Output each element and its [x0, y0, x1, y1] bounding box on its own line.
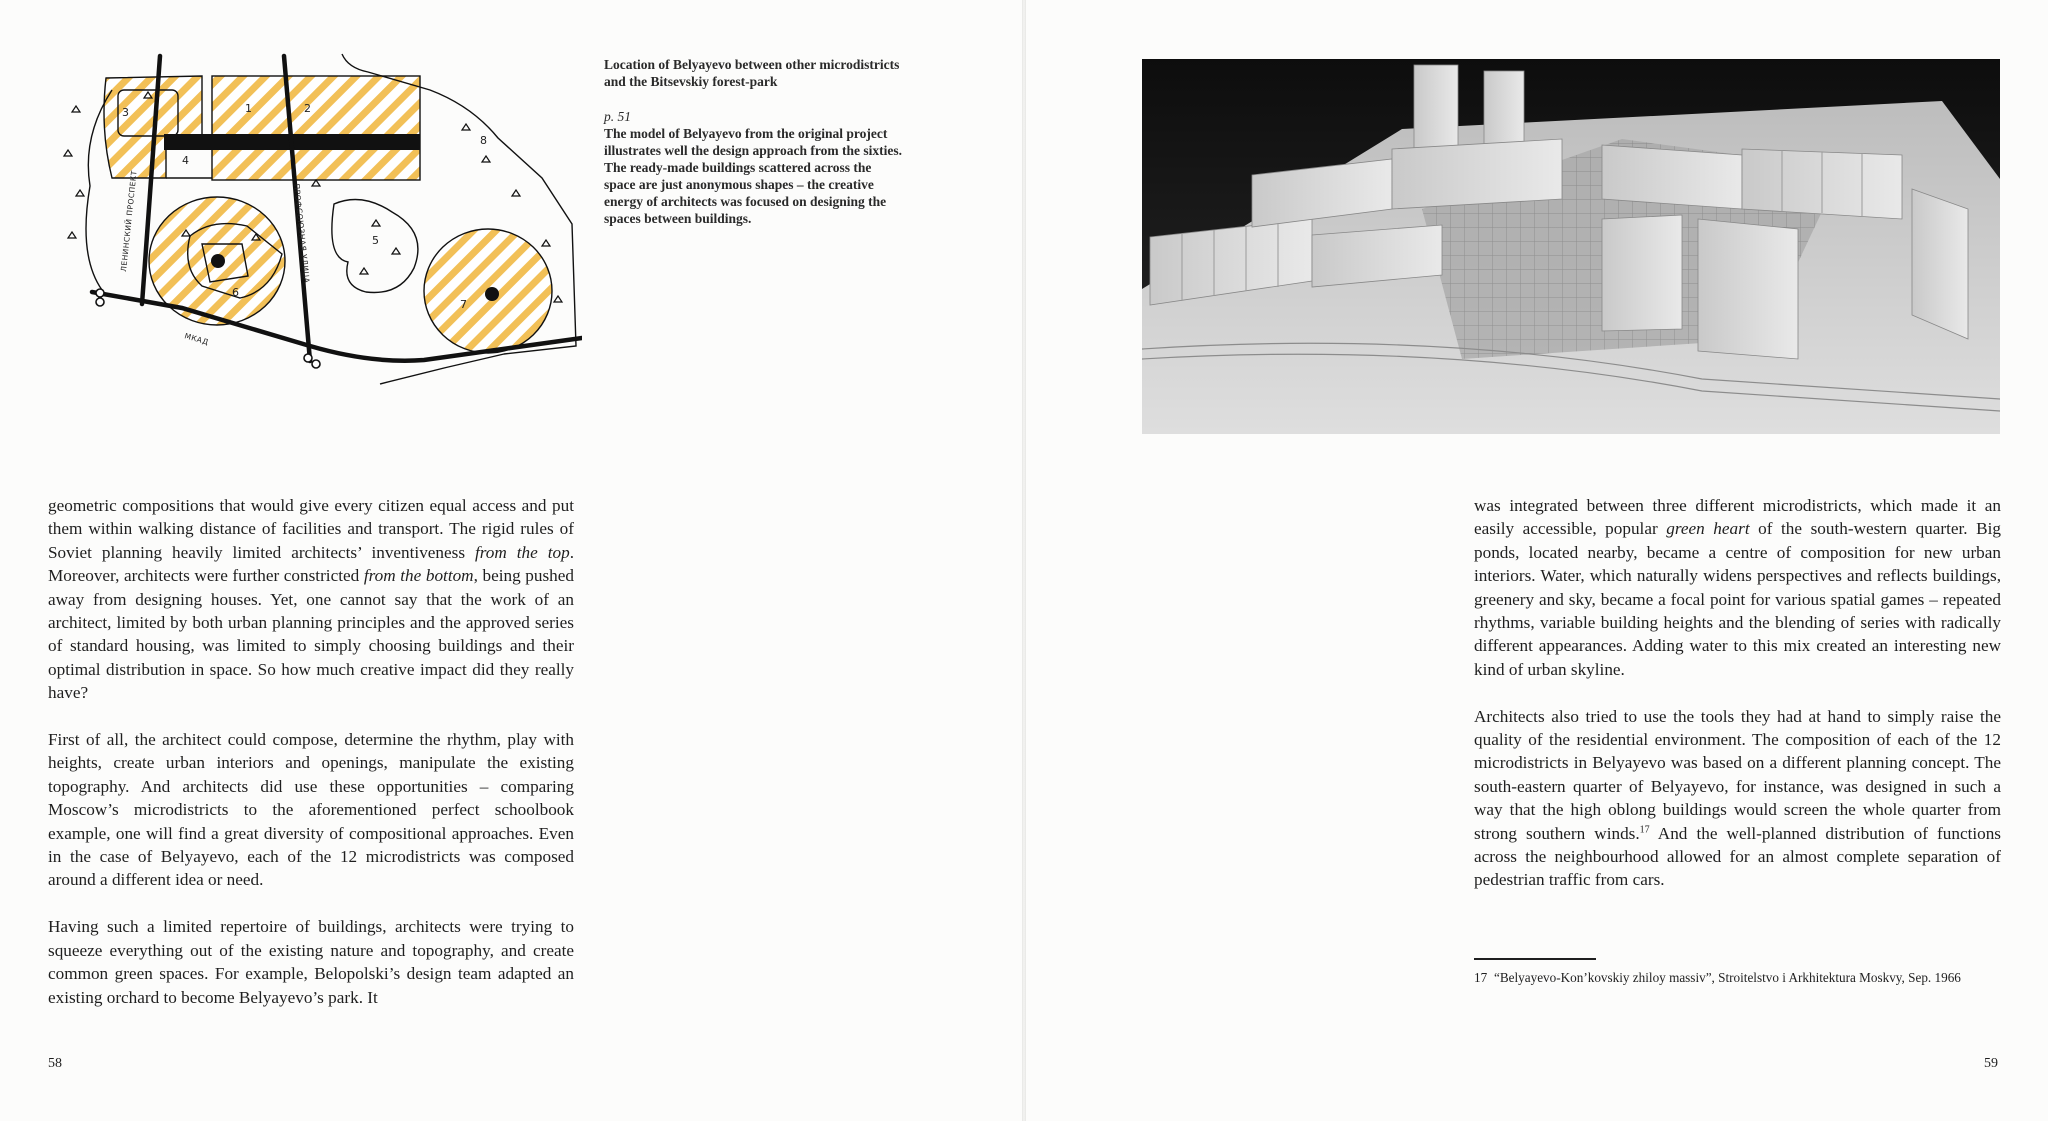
street-label-mkad: МКАД [183, 331, 210, 347]
street-label-leninsky: ЛЕНИНСКИЙ ПРОСПЕКТ [119, 169, 139, 273]
tree-mark [72, 106, 80, 112]
map-caption-text: Location of Belyayevo between other microdistricts and the Bitsevskiy forest-park [604, 57, 900, 89]
photo-caption-text: The model of Belyayevo from the original project illustrates well the design approach from the sixties. The ready-made buildings scattered across the space are just anonymous shapes – the creative energy of architects was focused on designing the spaces between buildings. [604, 126, 902, 226]
tree-mark [542, 240, 550, 246]
metro-dot [485, 287, 499, 301]
junction-marker [312, 360, 320, 368]
zone-1-2-hatch [212, 76, 420, 180]
paragraph [1474, 705, 2001, 892]
model-slab [1602, 215, 1682, 331]
tree-mark [372, 220, 380, 226]
text-run: First of all, the architect could compose, determine the rhythm, play with heights, create urban interiors and openings, manipulate the existing topography. And architects did use these opportunities – comparing Moscow’s microdistricts to the aforementioned perfect schoolbook example, one will find a great diversity of compositional approaches. Even in the case of Belyayevo, each of the 12 microdistricts was composed around a different idea or need. [48, 730, 574, 890]
text-run: Architects also tried to use the tools they had at hand to simply raise the quality of the residential environment. The composition of each of the 12 microdistricts in Belyayevo was based on a different planning concept. The south-eastern quarter of Belyayevo, for instance, was designed in such a way that the high oblong buildings would screen the whole quarter from strong southern winds. [1474, 706, 2001, 843]
right-body-text [1474, 494, 2001, 892]
paragraph [48, 728, 574, 892]
model-slab [1698, 219, 1798, 359]
junction-marker [96, 298, 104, 306]
tree-mark [312, 180, 320, 186]
district-number-5: 5 [372, 234, 379, 247]
model-slab [1602, 145, 1742, 209]
footnote-text: “Belyayevo-Kon’kovskiy zhiloy massiv”, Stroitelstvo i Arkhitektura Moskvy, Sep. 1966 [1494, 970, 1961, 985]
emphasis: from the top [474, 542, 570, 562]
tree-mark [512, 190, 520, 196]
footnote-ref[interactable]: 17 [1639, 823, 1650, 835]
street-label-profsoyuznaya: ПРОФСОЮЗНАЯ УЛИЦА [292, 183, 312, 284]
text-run: . Moreover, architects were further constricted [48, 542, 574, 586]
tree-mark [392, 248, 400, 254]
emphasis: green heart [1666, 519, 1750, 539]
tree-mark [482, 156, 490, 162]
junction-marker [96, 289, 104, 297]
tree-mark [554, 296, 562, 302]
junction-marker [304, 354, 312, 362]
text-run: of the south-western quarter. Big ponds, located nearby, became a centre of composition for new urban interiors. Water, which naturally widens perspectives and reflects buildings, greenery and sky, became a focal point for various spatial games – repeated rhythms, variable building heights and the blending of series with radically different appearances. Adding water to this mix created an interesting new kind of urban skyline. [1474, 519, 2001, 679]
model-photograph [1142, 59, 2000, 434]
emphasis: from the bottom [363, 566, 474, 586]
text-run: And the well-planned distribution of functions across the neighbourhood allowed for an almost complete separation of pedestrian traffic from cars. [1474, 823, 2001, 890]
text-run: , being pushed away from designing houses. Yet, one cannot say that the work of an architect, limited by both urban planning principles and the approved series of standard housing, was limited to simply choosing buildings and their optimal distribution in space. So how much creative impact did they really have? [48, 566, 574, 703]
district-number-3: 3 [122, 106, 129, 119]
paragraph [48, 494, 574, 705]
tree-mark [462, 124, 470, 130]
tree-mark [360, 268, 368, 274]
metro-dot [211, 254, 225, 268]
district-number-2: 2 [304, 102, 311, 115]
photo-caption [604, 108, 904, 227]
model-slab [1912, 189, 1968, 339]
photo-caption-page-ref: p. 51 [604, 109, 631, 124]
paragraph [1474, 494, 2001, 681]
footnote-number: 17 [1474, 970, 1488, 985]
map-caption [604, 56, 904, 90]
page-number-left: 58 [48, 1056, 62, 1071]
paragraph [48, 915, 574, 1009]
page-number-right: 59 [1984, 1056, 1998, 1071]
district-number-1: 1 [245, 102, 252, 115]
tree-mark [64, 150, 72, 156]
text-run: Having such a limited repertoire of buildings, architects were trying to squeeze everything out of the existing nature and topography, and create common green spaces. For example, Belopolski’s design team adapted an existing orchard to become Belyayevo’s park. It [48, 917, 574, 1007]
model-slab [1392, 139, 1562, 209]
footnote [1474, 968, 2001, 987]
tree-mark [76, 190, 84, 196]
text-run: geometric compositions that would give every citizen equal access and put them within walking distance of facilities and transport. The rigid rules of Soviet planning heavily limited architects’ inventiveness [48, 496, 574, 562]
district-number-8: 8 [480, 134, 487, 147]
location-map [42, 46, 582, 388]
footnote-rule [1474, 958, 1596, 960]
left-body-text [48, 494, 574, 1009]
district-number-6: 6 [232, 286, 239, 299]
left-page [0, 0, 1022, 1121]
district-number-7: 7 [460, 298, 467, 311]
text-run: was integrated between three different microdistricts, which made it an easily accessible, popular [1474, 496, 2001, 539]
tree-mark [68, 232, 76, 238]
district-number-4: 4 [182, 154, 189, 167]
